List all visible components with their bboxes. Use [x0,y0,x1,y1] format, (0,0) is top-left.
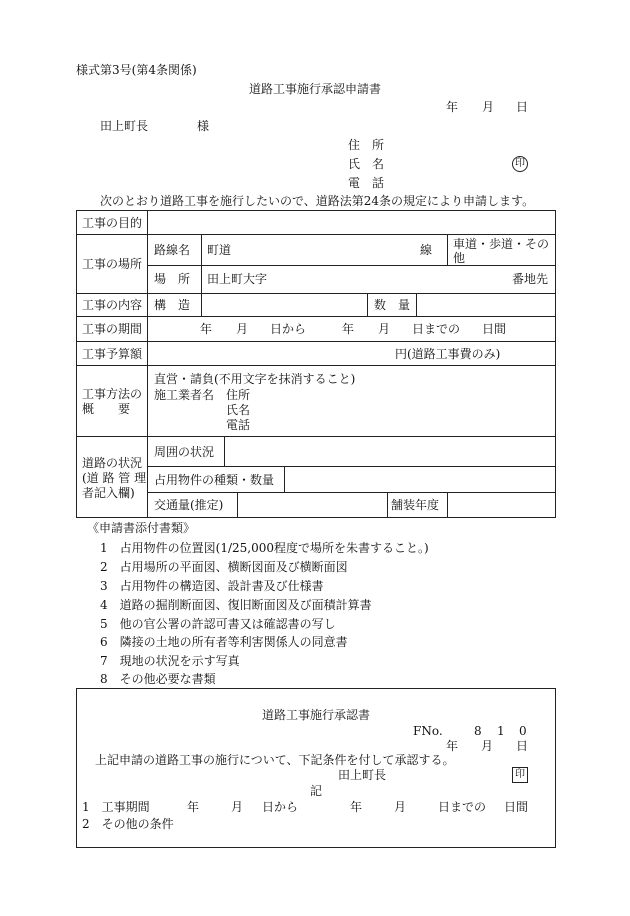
attachment-item: 3 占用物件の構造図、設計書及び仕様書 [100,579,324,593]
budget-unit: 円(道路工事費のみ) [395,347,501,361]
fno-digit: 0 [519,724,527,738]
approval-period-year1: 年 [187,800,200,814]
approval-period-until: 日までの [438,800,487,814]
route-suffix: 線 [420,243,433,257]
approval-period-label: 1 工事期間 [82,800,150,814]
approval-period-from: 日から [262,800,299,814]
contractor-address-label: 住所 [226,388,251,402]
attachment-item: 8 その他必要な書類 [100,672,216,686]
attachment-item: 6 隣接の土地の所有者等利害関係人の同意書 [100,635,348,649]
content-label: 工事の内容 [82,298,143,312]
quantity-label: 数 量 [374,298,411,312]
attachment-item: 1 占用物件の位置図(1/25,000程度で場所を朱書すること。) [100,541,429,555]
honorific: 様 [197,119,210,133]
approval-date-day: 日 [516,739,529,753]
method-type: 直営・請負(不用文字を抹消すること) [154,372,356,386]
approval-statement: 上記申請の道路工事の施行について、下記条件を付して承認する。 [95,753,455,767]
attachments-heading: 《申請書添付書類》 [87,521,196,535]
surroundings-label: 周囲の状況 [154,445,215,459]
road-status-label-line1: 道路の状況 [82,456,143,470]
location-label: 工事の場所 [82,257,143,271]
fno-digit: 8 [474,724,482,738]
form-number: 様式第3号(第4条関係) [76,63,197,77]
method-label-line1: 工事方法の [82,387,143,401]
approval-date-year: 年 [446,739,459,753]
application-table [76,210,556,518]
period-year2: 年 [342,322,355,336]
attachment-item: 7 現地の状況を示す写真 [100,654,240,668]
applicant-address-label: 住 所 [348,138,385,152]
contractor-name-label: 氏名 [226,403,251,417]
attachment-item: 4 道路の掘削断面図、復旧断面図及び面積計算書 [100,598,372,612]
fno-label: FNo. [413,724,443,738]
road-status-label-line3: 者記入欄) [82,486,135,500]
period-year1: 年 [200,322,213,336]
occupancy-label: 占用物件の種類・数量 [154,473,275,487]
method-label-line2: 概 要 [82,402,131,416]
square-seal-icon: 印 [512,767,528,783]
attachment-item: 5 他の官公署の許認可書又は確認書の写し [100,617,336,631]
applicant-name-label: 氏 名 [348,157,385,171]
period-from: 日から [270,322,307,336]
approval-period-year2: 年 [350,800,363,814]
addressee: 田上町長 [100,119,149,133]
date-year: 年 [446,100,459,114]
seal-icon: 印 [512,156,528,172]
approval-issuer: 田上町長 [338,768,387,782]
date-day: 日 [516,100,529,114]
budget-label: 工事予算額 [82,347,143,361]
attachment-item: 2 占用場所の平面図、横断図面及び横断面図 [100,560,348,574]
purpose-label: 工事の目的 [82,216,143,230]
applicant-phone-label: 電 話 [348,176,385,190]
approval-title: 道路工事施行承認書 [262,708,371,722]
approval-period-days: 日間 [504,800,529,814]
period-label: 工事の期間 [82,322,143,336]
fno-digit: 1 [497,724,505,738]
contractor-label: 施工業者名 [154,388,215,402]
structure-label: 構 造 [154,298,191,312]
place-label: 場 所 [154,272,191,286]
traffic-label: 交通量(推定) [154,498,224,512]
approval-other-conditions: 2 その他の条件 [82,817,174,831]
period-days: 日間 [482,322,507,336]
period-until: 日までの [412,322,461,336]
road-status-label-line2: (道 路 管 理 [82,471,147,485]
approval-period-month1: 月 [231,800,244,814]
road-part-line1: 車道・歩道・その [453,237,550,251]
period-month1: 月 [236,322,249,336]
road-part-line2: 他 [453,251,466,265]
place-value: 田上町大字 [207,272,268,286]
period-month2: 月 [378,322,391,336]
paving-label: 舗装年度 [391,498,440,512]
route-label: 路線名 [154,243,191,257]
approval-period-month2: 月 [394,800,407,814]
place-suffix: 番地先 [512,272,549,286]
form-title: 道路工事施行承認申請書 [249,82,382,96]
intro-text: 次のとおり道路工事を施行したいので、道路法第24条の規定により申請します。 [100,194,535,208]
ki-note: 記 [310,784,323,798]
approval-date-month: 月 [481,739,494,753]
contractor-phone-label: 電話 [226,418,251,432]
date-month: 月 [482,100,495,114]
route-value: 町道 [207,243,232,257]
